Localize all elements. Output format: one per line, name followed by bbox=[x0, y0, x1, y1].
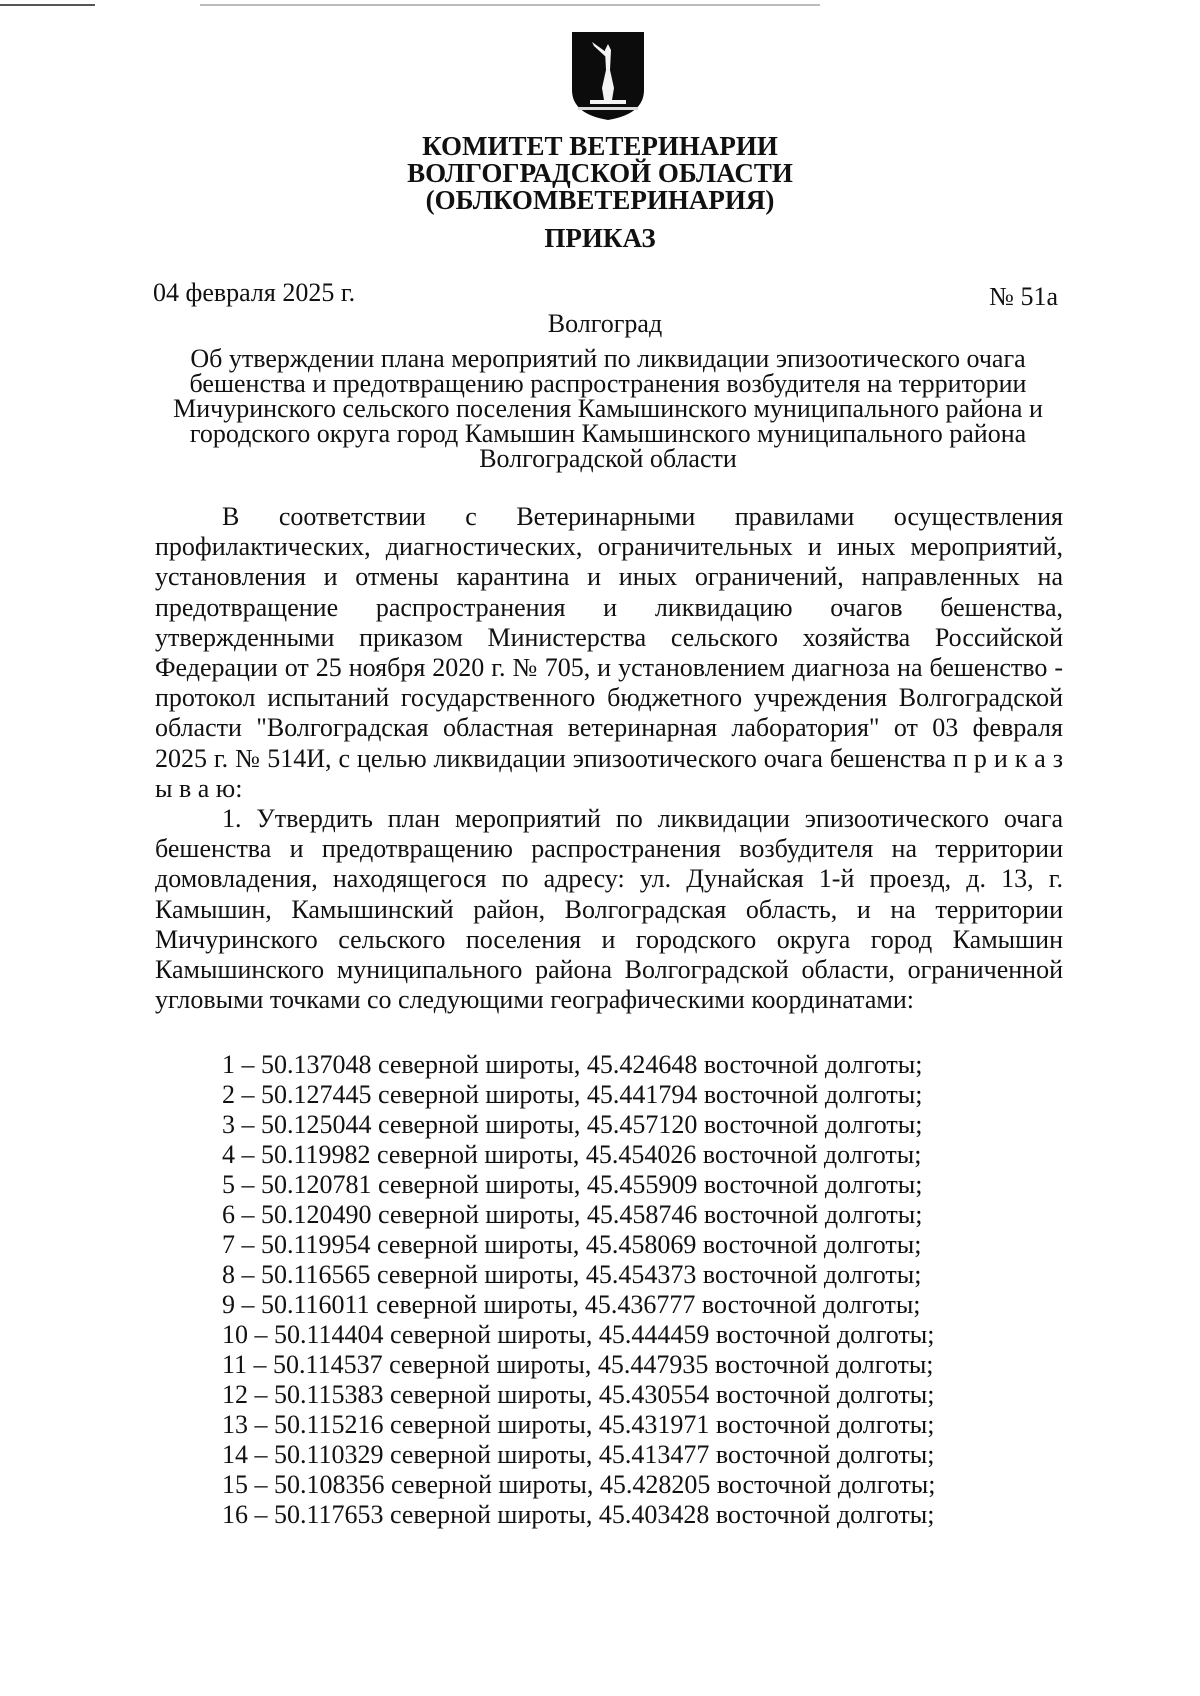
coordinate-item: 15 – 50.108356 северной широты, 45.428205 восточной долготы; bbox=[222, 1470, 936, 1499]
document-body bbox=[155, 502, 1063, 1015]
coordinate-item: 12 – 50.115383 северной широты, 45.430554 восточной долготы; bbox=[222, 1380, 935, 1409]
document-type-title: ПРИКАЗ bbox=[544, 223, 656, 253]
preamble-paragraph: В соответствии с Ветеринарными правилами осуществления профилактических, диагностических, ограничительных и иных мероприятий, установления и отмены карантина и иных ограничений, направленных на предотвращение распространения и ликвидацию очагов бешенства, утвержденными приказом Министерства сельского хозяйства Российской Федерации от 25 ноября 2020 г. № 705, и установлением диагноза на бешенство - протокол испытаний государственного бюджетного учреждения Волгоградской области "Волгоградская областная ветеринарная лаборатория" от 03 февраля 2025 г. № 514И, с целью ликвидации эпизоотического очага бешенства п р и к а з ы в а ю: bbox=[155, 502, 1063, 803]
coordinate-item: 1 – 50.137048 северной широты, 45.424648 восточной долготы; bbox=[222, 1050, 923, 1079]
coordinate-item: 3 – 50.125044 северной широты, 45.457120 восточной долготы; bbox=[222, 1110, 923, 1139]
coordinate-item: 4 – 50.119982 северной широты, 45.454026 восточной долготы; bbox=[222, 1140, 922, 1169]
coordinate-item: 13 – 50.115216 северной широты, 45.431971 восточной долготы; bbox=[222, 1410, 935, 1439]
coordinate-item: 16 – 50.117653 северной широты, 45.403428 восточной долготы; bbox=[222, 1500, 935, 1529]
coordinate-item: 5 – 50.120781 северной широты, 45.455909 восточной долготы; bbox=[222, 1170, 923, 1199]
document-number: № 51а bbox=[989, 282, 1058, 311]
organization-abbreviation: (ОБЛКОМВЕТЕРИНАРИЯ) bbox=[425, 185, 775, 215]
document-date: 04 февраля 2025 г. bbox=[153, 278, 356, 307]
organization-name-line-1: КОМИТЕТ ВЕТЕРИНАРИИ bbox=[422, 131, 778, 161]
coordinates-list bbox=[222, 1050, 935, 1530]
coordinate-item: 8 – 50.116565 северной широты, 45.454373 восточной долготы; bbox=[222, 1260, 922, 1289]
coordinate-item: 11 – 50.114537 северной широты, 45.447935 восточной долготы; bbox=[222, 1350, 934, 1379]
clause-1-paragraph: 1. Утвердить план мероприятий по ликвидации эпизоотического очага бешенства и предотвращению распространения возбудителя на территории домовладения, находящегося по адресу: ул. Дунайская 1-й проезд, д. 13, г. Камышин, Камышинский район, Волгоградская область, и на территории Мичуринского сельского поселения и городского округа город Камышин Камышинского муниципального района Волгоградской области, ограниченной угловыми точками со следующими географическими координатами: bbox=[155, 804, 1063, 1015]
coordinate-item: 14 – 50.110329 северной широты, 45.413477 восточной долготы; bbox=[222, 1440, 935, 1469]
organization-name-line-2: ВОЛГОГРАДСКОЙ ОБЛАСТИ bbox=[407, 158, 793, 188]
document-subject: Об утверждении плана мероприятий по ликвидации эпизоотического очага бешенства и предотвращению распространения возбудителя на территории Мичуринского сельского поселения Камышинского муниципального района и городского округа город Камышин Камышинского муниципального района Волгоградской области bbox=[173, 344, 1043, 473]
organization-header bbox=[0, 133, 1200, 214]
coordinate-item: 2 – 50.127445 северной широты, 45.441794 восточной долготы; bbox=[222, 1080, 923, 1109]
coat-of-arms-icon bbox=[570, 30, 646, 122]
coordinate-item: 10 – 50.114404 северной широты, 45.444459 восточной долготы; bbox=[222, 1320, 935, 1349]
document-city: Волгоград bbox=[547, 309, 663, 338]
coordinate-item: 7 – 50.119954 северной широты, 45.458069 восточной долготы; bbox=[222, 1230, 922, 1259]
coordinate-item: 9 – 50.116011 северной широты, 45.436777 восточной долготы; bbox=[222, 1290, 921, 1319]
scan-edge-line bbox=[0, 4, 1200, 6]
coordinate-item: 6 – 50.120490 северной широты, 45.458746 восточной долготы; bbox=[222, 1200, 923, 1229]
